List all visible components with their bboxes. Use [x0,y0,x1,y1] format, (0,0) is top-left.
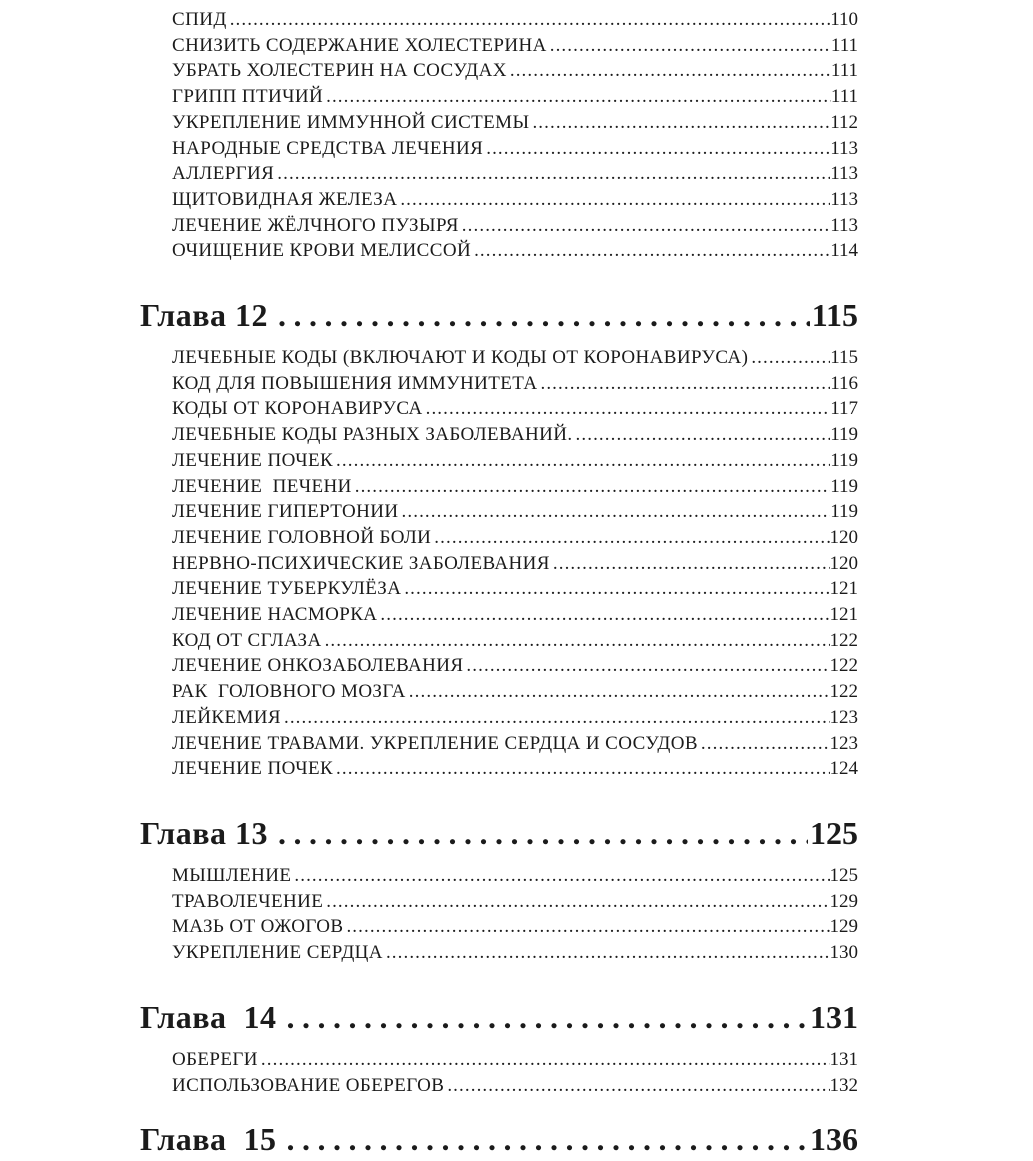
dot-leader [510,58,831,84]
toc-section [140,293,858,782]
entry-title: УКРЕПЛЕНИЕ СЕРДЦА [172,942,383,964]
dot-leader [326,84,831,110]
entry-title: МЫШЛЕНИЕ [172,864,292,886]
dot-leader [751,345,830,371]
toc-section [140,7,858,264]
entry-title: УБРАТЬ ХОЛЕСТЕРИН НА СОСУДАХ [172,60,507,82]
entry-title: ЛЕЧЕНИЕ ПЕЧЕНИ [172,475,352,497]
toc-entry-row [172,213,858,239]
toc-entry-row [172,863,858,889]
entry-title: СНИЗИТЬ СОДЕРЖАНИЕ ХОЛЕСТЕРИНА [172,34,547,56]
entry-page-number: 131 [829,1048,858,1070]
toc-entry-row [172,110,858,136]
toc-entry-row [172,551,858,577]
chapter-page-number: 115 [811,297,858,334]
toc-entry-row [172,33,858,59]
toc-entry-row [172,628,858,654]
toc-entry-row [172,731,858,757]
entry-page-number: 114 [830,240,858,262]
toc-section [140,1117,858,1161]
entry-title: ЛЕЙКЕМИЯ [172,706,281,728]
entry-title: НАРОДНЫЕ СРЕДСТВА ЛЕЧЕНИЯ [172,137,484,159]
entry-title: ЛЕЧЕНИЕ ГИПЕРТОНИИ [172,501,399,523]
dot-leader [447,1073,829,1099]
entry-page-number: 132 [829,1074,858,1096]
toc-entry-row [172,679,858,705]
entry-title: АЛЛЕРГИЯ [172,163,275,185]
entry-page-number: 130 [829,942,858,964]
entry-page-number: 123 [829,732,858,754]
dot-leader [277,161,830,187]
entry-page-number: 119 [830,501,858,523]
dot-leader [336,448,830,474]
toc-entry-row [172,7,858,33]
chapter-heading-row [140,811,858,855]
toc-entry-row [172,1073,858,1099]
dot-leader [576,422,831,448]
dot-leader [386,940,830,966]
chapter-heading-row [140,293,858,337]
toc-entry-row [172,238,858,264]
entry-page-number: 119 [830,475,858,497]
toc-entry-list [140,863,858,966]
toc-entry-row [172,474,858,500]
entry-page-number: 113 [830,188,858,210]
entry-title: РАК ГОЛОВНОГО МОЗГА [172,681,406,703]
dot-leader [278,811,808,855]
dot-leader [701,731,830,757]
dot-leader [286,1117,808,1161]
dot-leader [466,653,829,679]
entry-title: ОБЕРЕГИ [172,1048,258,1070]
dot-leader [404,576,829,602]
dot-leader [336,756,829,782]
toc-section [140,811,858,966]
dot-leader [278,293,810,337]
toc-entry-list [140,7,858,264]
entry-title: ЩИТОВИДНАЯ ЖЕЛЕЗА [172,188,398,210]
entry-page-number: 113 [830,163,858,185]
toc-entry-row [172,58,858,84]
toc-entry-row [172,161,858,187]
toc-entry-row [172,499,858,525]
entry-page-number: 117 [830,398,858,420]
toc-entry-row [172,602,858,628]
toc-entry-row [172,448,858,474]
entry-title: ЛЕЧЕНИЕ ГОЛОВНОЙ БОЛИ [172,526,432,548]
dot-leader [540,371,830,397]
entry-page-number: 113 [830,137,858,159]
chapter-title: Глава 13 [140,814,268,851]
dot-leader [426,396,831,422]
dot-leader [326,889,829,915]
toc-entry-row [172,422,858,448]
toc-entry-row [172,653,858,679]
entry-page-number: 111 [830,34,858,56]
toc-entry-row [172,756,858,782]
entry-title: ГРИПП ПТИЧИЙ [172,86,324,108]
entry-title: КОД ДЛЯ ПОВЫШЕНИЯ ИММУНИТЕТА [172,372,538,394]
toc-entry-row [172,576,858,602]
dot-leader [261,1047,830,1073]
entry-title: ЛЕЧЕБНЫЕ КОДЫ РАЗНЫХ ЗАБОЛЕВАНИЙ. [172,424,573,446]
toc-entry-row [172,187,858,213]
dot-leader [402,499,831,525]
entry-page-number: 124 [829,758,858,780]
toc-entry-row [172,525,858,551]
chapter-page-number: 125 [810,814,858,851]
chapter-title: Глава 12 [140,297,268,334]
toc-entry-row [172,84,858,110]
entry-title: ЛЕЧЕБНЫЕ КОДЫ (ВКЛЮЧАЮТ И КОДЫ ОТ КОРОНАВИРУСА) [172,347,749,369]
chapter-heading-row [140,1117,858,1161]
dot-leader [462,213,830,239]
entry-page-number: 129 [829,890,858,912]
entry-page-number: 122 [829,629,858,651]
entry-title: КОД ОТ СГЛАЗА [172,629,322,651]
entry-page-number: 125 [829,864,858,886]
entry-page-number: 120 [829,552,858,574]
dot-leader [486,136,830,162]
entry-page-number: 121 [829,578,858,600]
toc-entry-row [172,940,858,966]
dot-leader [284,705,830,731]
dot-leader [355,474,830,500]
toc-content [140,7,858,1161]
entry-page-number: 119 [830,449,858,471]
entry-page-number: 111 [830,60,858,82]
toc-entry-row [172,1047,858,1073]
chapter-page-number: 136 [810,1121,858,1158]
toc-entry-row [172,914,858,940]
entry-title: КОДЫ ОТ КОРОНАВИРУСА [172,398,423,420]
toc-entry-row [172,396,858,422]
chapter-title: Глава 15 [140,1121,277,1158]
dot-leader [434,525,829,551]
chapter-title: Глава 14 [140,998,277,1035]
entry-page-number: 113 [830,214,858,236]
entry-page-number: 123 [829,706,858,728]
entry-page-number: 121 [829,604,858,626]
entry-title: ЛЕЧЕНИЕ ПОЧЕК [172,449,334,471]
dot-leader [380,602,829,628]
dot-leader [409,679,830,705]
dot-leader [532,110,830,136]
entry-title: ЛЕЧЕНИЕ ЖЁЛЧНОГО ПУЗЫРЯ [172,214,459,236]
entry-title: ЛЕЧЕНИЕ ТРАВАМИ. УКРЕПЛЕНИЕ СЕРДЦА И СОСУДОВ [172,732,698,754]
toc-entry-row [172,371,858,397]
entry-page-number: 129 [829,916,858,938]
toc-entry-row [172,345,858,371]
entry-page-number: 122 [829,681,858,703]
entry-title: СПИД [172,9,227,30]
chapter-page-number: 131 [810,998,858,1035]
entry-title: ЛЕЧЕНИЕ ПОЧЕК [172,758,334,780]
entry-page-number: 116 [830,372,858,394]
entry-page-number: 119 [830,424,858,446]
dot-leader [230,7,831,33]
chapter-heading-row [140,995,858,1039]
toc-entry-row [172,705,858,731]
toc-entry-row [172,136,858,162]
toc-entry-list [140,345,858,782]
dot-leader [400,187,830,213]
entry-title: НЕРВНО-ПСИХИЧЕСКИЕ ЗАБОЛЕВАНИЯ [172,552,550,574]
dot-leader [346,914,829,940]
entry-page-number: 122 [829,655,858,677]
entry-title: ЛЕЧЕНИЕ НАСМОРКА [172,604,378,626]
dot-leader [294,863,829,889]
entry-title: ЛЕЧЕНИЕ ТУБЕРКУЛЁЗА [172,578,402,600]
toc-entry-list [140,1047,858,1098]
entry-page-number: 112 [830,111,858,133]
entry-page-number: 120 [829,526,858,548]
entry-page-number: 115 [830,347,858,369]
toc-section [140,995,858,1098]
entry-title: МАЗЬ ОТ ОЖОГОВ [172,916,344,938]
entry-title: УКРЕПЛЕНИЕ ИММУННОЙ СИСТЕМЫ [172,111,530,133]
entry-title: ОЧИЩЕНИЕ КРОВИ МЕЛИССОЙ [172,240,472,262]
dot-leader [553,551,830,577]
entry-title: ТРАВОЛЕЧЕНИЕ [172,890,324,912]
dot-leader [286,995,808,1039]
entry-page-number: 110 [830,9,858,30]
dot-leader [550,33,831,59]
toc-entry-row [172,889,858,915]
dot-leader [325,628,830,654]
dot-leader [474,238,830,264]
entry-title: ИСПОЛЬЗОВАНИЕ ОБЕРЕГОВ [172,1074,445,1096]
entry-title: ЛЕЧЕНИЕ ОНКОЗАБОЛЕВАНИЯ [172,655,464,677]
entry-page-number: 111 [830,86,858,108]
